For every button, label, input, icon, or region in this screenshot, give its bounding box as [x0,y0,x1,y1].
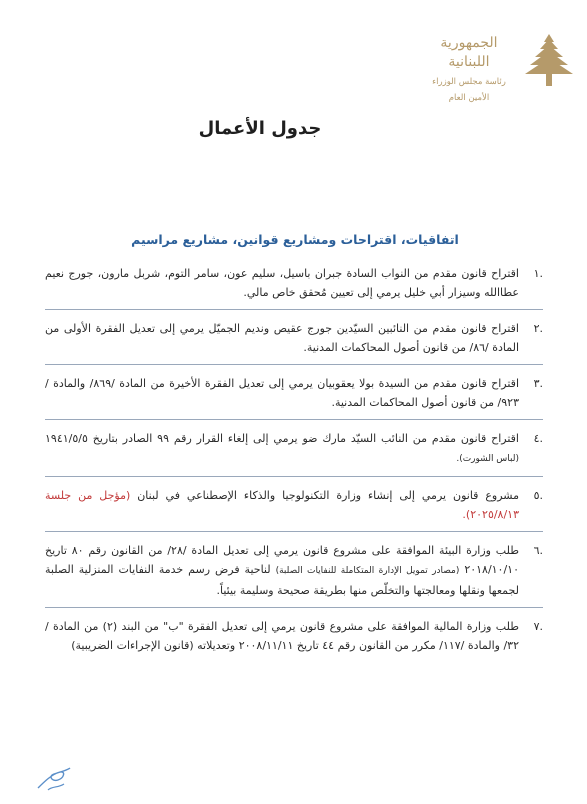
item-number: .٥ [533,489,543,502]
item-number: .٧ [533,620,543,633]
item-body: اقتراح قانون مقدم من النواب السادة جبران باسيل، سليم عون، سامر التوم، شربل مارون، جورج نعيم عطاالله وسيزار أبي خليل يرمي إلى تعيين مُحقق خاص مالي. [45,267,519,299]
item-number: .١ [533,267,543,280]
item-text [45,617,519,655]
item-body: اقتراح قانون مقدم من النائب السيّد مارك ضو يرمي إلى إلغاء القرار رقم ٩٩ الصادر بتاريخ ١٩٤١/٥/٥ [45,432,519,445]
item-number: .٢ [533,322,543,335]
item-body-continued: لناحية فرض رسم خدمة النفايات المنزلية الصلبة لجمعها ونقلها ومعالجتها والتخلّص منها بطريقة صحيحة وسليمة بيئياً. [45,563,519,597]
item-divider [45,531,543,532]
item-divider [45,364,543,365]
item-text [45,541,519,600]
item-divider [45,476,543,477]
agenda-list [45,264,543,655]
item-text [45,374,519,412]
letterhead-text [415,34,523,104]
letterhead [415,22,575,132]
office-line2: الأمين العام [448,93,490,103]
item-postponed-note: (مؤجل من جلسة ٢٠٢٥/٨/١٣). [45,489,519,521]
list-item [45,264,543,302]
item-number: .٤ [533,432,543,445]
item-note: (لباس الشورت). [456,454,519,464]
item-text [45,429,519,469]
item-number: .٦ [533,544,543,557]
cedar-icon [523,32,575,88]
list-item [45,319,543,357]
republic-line2: اللبنانية [448,54,490,70]
page-title: جدول الأعمال [198,118,322,139]
list-item [45,486,543,524]
item-body: طلب وزارة البيئة الموافقة على مشروع قانون يرمي إلى تعديل المادة /٢٨/ من القانون رقم ٨٠ تاريخ ٢٠١٨/١٠/١٠ [45,544,519,576]
list-item [45,429,543,469]
item-body: مشروع قانون يرمي إلى إنشاء وزارة التكنولوجيا والذكاء الإصطناعي في لبنان [137,489,520,502]
list-item [45,541,543,600]
section-heading: اتفاقيات، اقتراحات ومشاريع قوانين، مشاريع مراسيم [131,232,459,247]
item-body: اقتراح قانون مقدم من السيدة بولا يعقوبيان يرمي إلى تعديل الفقرة الأخيرة من المادة /٨٦٩/ والمادة /٩٢٣/ من قانون أصول المحاكمات المدنية. [45,377,519,409]
item-divider [45,607,543,608]
item-number: .٣ [533,377,543,390]
signature-mark [34,764,74,794]
list-item [45,374,543,412]
item-text [45,264,519,302]
item-divider [45,309,543,310]
item-body: اقتراح قانون مقدم من النائبين السيّدين جورج عقيص وندیم الجميّل يرمي إلى تعديل الفقرة الأولى من المادة /٨٦/ من قانون أصول المحاكمات المدنية. [45,322,519,354]
item-body: طلب وزارة المالية الموافقة على مشروع قانون يرمي إلى تعديل الفقرة "ب" من البند (٢) من المادة /٣٢/ والمادة /١١٧/ مكرر من القانون رقم ٤٤ تاريخ ٢٠٠٨/١١/١١ وتعديلاته (قانون الإجراءات الضريبية) [45,620,519,652]
item-divider [45,419,543,420]
item-text [45,486,519,524]
list-item [45,617,543,655]
item-note: (مصادر تمويل الإدارة المتكاملة للنفايات الصلبة) [275,566,460,576]
office-line1: رئاسة مجلس الوزراء [432,77,506,87]
republic-line1: الجمهورية [440,35,498,51]
item-text [45,319,519,357]
